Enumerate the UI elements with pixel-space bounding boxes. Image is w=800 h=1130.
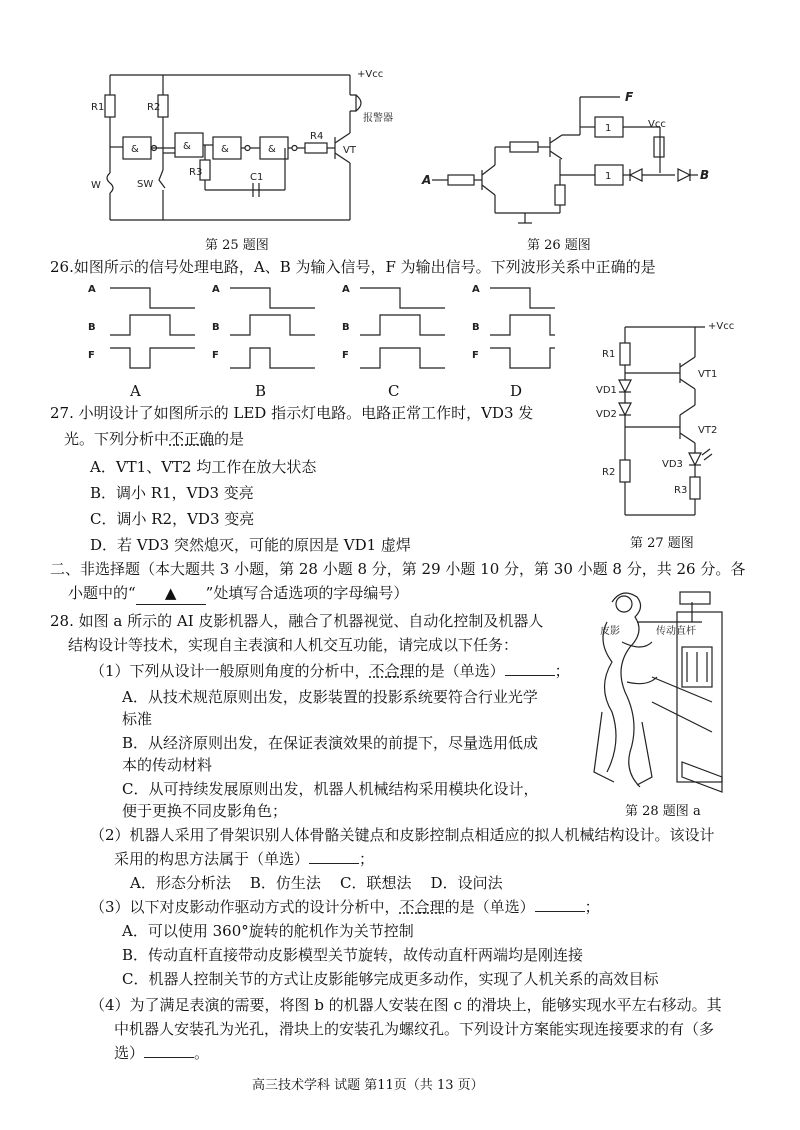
svg-text:VT1: VT1 — [698, 369, 718, 380]
svg-text:R2: R2 — [602, 467, 616, 478]
figure-27-circuit — [590, 315, 750, 525]
answer-triangle — [136, 582, 206, 605]
q28-part1-option-a-1: A．从技术规范原则出发，皮影装置的投影系统要符合行业光学 — [122, 688, 538, 706]
svg-text:传动直杆: 传动直杆 — [656, 626, 696, 637]
q28-part1-option-b-2: 本的传动材料 — [122, 756, 213, 774]
svg-text:Vcc: Vcc — [648, 119, 666, 130]
svg-text:R1: R1 — [602, 349, 616, 360]
svg-text:A: A — [88, 284, 96, 295]
svg-text:A: A — [342, 284, 350, 295]
figure-26-caption: 第 26 题图 — [527, 238, 591, 253]
q28-part1-stem: （1）下列从设计一般原则角度的分析中，不合理的是（单选） ； — [90, 662, 570, 680]
emphasis-text: 不合理 — [369, 662, 415, 680]
svg-text:&: & — [268, 144, 276, 155]
page-footer: 高三技术学科 试题 第11页（共 13 页） — [252, 1078, 484, 1093]
figure-25-caption: 第 25 题图 — [205, 238, 269, 253]
question-27-option-c: C．调小 R2，VD3 变亮 — [90, 510, 255, 528]
q28-part4-line1: （4）为了满足表演的需要，将图 b 的机器人安装在图 c 的滑块上，能够实现水平左右移动。其 — [90, 996, 722, 1014]
svg-text:VD2: VD2 — [596, 409, 617, 420]
q28-part4-line2: 中机器人安装孔为光孔，滑块上的安装孔为螺纹孔。下列设计方案能实现连接要求的有（多 — [114, 1020, 715, 1038]
triangle-icon: ▲ — [164, 584, 177, 602]
answer-blank[interactable] — [309, 849, 359, 864]
q28-part3-option-c: C．机器人控制关节的方式让皮影能够完成更多动作，实现了人机关系的高效目标 — [122, 970, 659, 988]
q28-part4-line3: 选） 。 — [114, 1044, 210, 1062]
svg-text:&: & — [183, 141, 191, 152]
q28-part2-options: A．形态分析法 B．仿生法 C．联想法 D．设问法 — [130, 874, 503, 892]
question-28-line2: 结构设计等技术，实现自主表演和人机交互功能，请完成以下任务： — [68, 636, 519, 654]
option-b-label: B — [255, 382, 267, 400]
option-a-label: A — [130, 382, 141, 400]
svg-text:F: F — [342, 350, 349, 361]
emphasis-text: 不合理 — [399, 898, 445, 916]
svg-text:&: & — [131, 144, 139, 155]
svg-text:A: A — [212, 284, 220, 295]
section-2-line1: 二、非选择题（本大题共 3 小题，第 28 小题 8 分，第 29 小题 10 分，第 30 小题 8 分，共 26 分。各 — [50, 560, 746, 578]
svg-text:SW: SW — [137, 179, 154, 190]
svg-text:W: W — [91, 180, 101, 191]
svg-text:VD3: VD3 — [662, 459, 683, 470]
emphasis-text: 不正确 — [169, 430, 215, 448]
q28-part1-option-c-2: 便于更换不同皮影角色； — [122, 802, 288, 820]
svg-text:B: B — [212, 322, 220, 333]
svg-text:B: B — [88, 322, 96, 333]
question-27-option-b: B．调小 R1，VD3 变亮 — [90, 484, 254, 502]
svg-text:F: F — [472, 350, 479, 361]
svg-text:VD1: VD1 — [596, 385, 617, 396]
text-segment: 的是 — [214, 430, 245, 448]
svg-text:F: F — [88, 350, 95, 361]
option-d-label: D — [510, 382, 523, 400]
svg-text:A: A — [472, 284, 480, 295]
question-27-line2 — [64, 428, 244, 450]
q28-part3-option-a: A．可以使用 360°旋转的舵机作为关节控制 — [122, 922, 414, 940]
svg-text:VT2: VT2 — [698, 425, 718, 436]
question-27-line1: 27. 小明设计了如图所示的 LED 指示灯电路。电路正常工作时，VD3 发 — [50, 404, 534, 422]
svg-text:F: F — [212, 350, 219, 361]
q28-part1-option-a-2: 标准 — [122, 710, 153, 728]
svg-text:R2: R2 — [147, 102, 161, 113]
q28-part2-line2: 采用的构思方法属于（单选） ； — [114, 850, 375, 868]
figure-27-caption: 第 27 题图 — [630, 536, 694, 551]
text-segment: 采用的构思方法属于（单选） — [114, 850, 310, 868]
svg-text:&: & — [221, 144, 229, 155]
svg-text:+Vcc: +Vcc — [708, 321, 735, 332]
answer-blank[interactable] — [535, 897, 585, 912]
svg-text:1: 1 — [605, 171, 612, 182]
option-c-label: C — [388, 382, 400, 400]
svg-text:1: 1 — [605, 123, 612, 134]
q28-part1-option-b-1: B．从经济原则出发，在保证表演效果的前提下，尽量选用低成 — [122, 734, 539, 752]
svg-text:+Vcc: +Vcc — [357, 69, 384, 80]
svg-text:B: B — [342, 322, 350, 333]
figure-28a-caption: 第 28 题图 a — [625, 804, 701, 819]
text-segment: 光。下列分析中 — [64, 430, 170, 448]
svg-text:R1: R1 — [91, 102, 105, 113]
text-segment: （1）下列从设计一般原则角度的分析中， — [90, 662, 370, 680]
answer-blank[interactable] — [144, 1043, 194, 1058]
figure-26-circuit — [420, 85, 720, 230]
svg-text:R3: R3 — [674, 485, 688, 496]
question-27-option-a: A．VT1、VT2 均工作在放大状态 — [90, 458, 317, 476]
q28-part3-stem: （3）以下对皮影动作驱动方式的设计分析中，不合理的是（单选） ； — [90, 898, 600, 916]
q28-part2-line1: （2）机器人采用了骨架识别人体骨骼关键点和皮影控制点相适应的拟人机械结构设计。该设计 — [90, 826, 715, 844]
question-27-option-d: D．若 VD3 突然熄灭，可能的原因是 VD1 虚焊 — [90, 536, 411, 554]
text-segment: ”处填写合适选项的字母编号） — [205, 584, 409, 602]
q28-part1-option-c-1: C．从可持续发展原则出发，机器人机械结构采用模块化设计， — [122, 780, 539, 798]
text-segment: 的是（单选） — [414, 662, 505, 680]
svg-text:B: B — [700, 168, 710, 182]
text-segment: 小题中的“ — [68, 584, 136, 602]
answer-blank[interactable] — [505, 661, 555, 676]
q28-part3-option-b: B．传动直杆直接带动皮影模型关节旋转，故传动直杆两端均是刚连接 — [122, 946, 584, 964]
figure-28a-robot — [582, 582, 747, 797]
question-26-text: 26.如图所示的信号处理电路，A、B 为输入信号，F 为输出信号。下列波形关系中正确的是 — [50, 258, 656, 276]
svg-text:皮影: 皮影 — [600, 626, 620, 637]
svg-text:A: A — [422, 173, 432, 187]
text-segment: 选） — [114, 1044, 145, 1062]
text-segment: （3）以下对皮影动作驱动方式的设计分析中， — [90, 898, 400, 916]
section-2-line2 — [68, 582, 408, 605]
waveform-options — [80, 280, 560, 380]
question-28-line1: 28. 如图 a 所示的 AI 皮影机器人，融合了机器视觉、自动化控制及机器人 — [50, 612, 544, 630]
svg-text:R3: R3 — [189, 167, 203, 178]
svg-text:VT: VT — [343, 145, 356, 156]
figure-25-circuit — [85, 65, 405, 230]
svg-text:报警器: 报警器 — [363, 113, 393, 124]
svg-text:R4: R4 — [310, 131, 324, 142]
text-segment: 的是（单选） — [444, 898, 535, 916]
svg-text:F: F — [625, 90, 634, 104]
svg-text:C1: C1 — [250, 172, 264, 183]
svg-text:B: B — [472, 322, 480, 333]
